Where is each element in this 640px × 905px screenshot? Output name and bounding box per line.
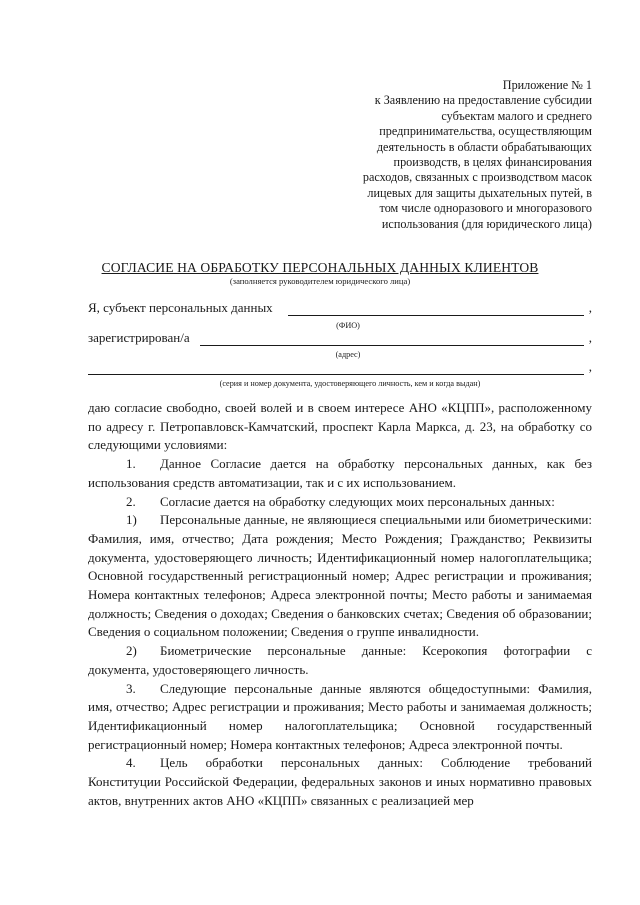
appendix-line: производств, в целях финансирования — [393, 155, 592, 170]
appendix-line: деятельность в области обрабатывающих — [376, 139, 592, 154]
intro-paragraph: даю согласие свободно, своей волей и в своем интересе АНО «КЦПП», расположенному по адресу г. Петропавловск-Камчатский, проспект Карла Маркса, д. 23, на обработку со следующими условиями: — [88, 400, 592, 453]
clause-number: 1) — [126, 512, 137, 528]
clause-number: 1. — [126, 456, 136, 472]
appendix-line: к Заявлению на предоставление субсидии — [374, 93, 592, 108]
clause-text: Биометрические персональные данные: Ксерокопия фотографии с документа, удостоверяющего личность. — [88, 643, 592, 677]
clause-text: Персональные данные, не являющиеся специальными или биометрическими: Фамилия, имя, отчество; Дата рождения; Место Рождения; Гражданство; Реквизиты документа, удостоверяющего личность; Идентификационный номер налогоплательщика; Основной государственный регистрационный номер; Адрес регистрации и проживания; Номера контактных телефонов; Адреса электронной почты; Место работы и занимаемая должность; Сведения о доходах; Сведения о банковских счетах; Сведения об образовании; Сведения о социальном положении; Сведения о группе инвалидности. — [88, 512, 592, 640]
appendix-line: субъектам малого и среднего — [441, 108, 592, 123]
subject-label: Я, субъект персональных данных — [88, 300, 273, 315]
subclause-1 — [88, 511, 592, 642]
consent-body — [88, 399, 592, 810]
clause-number: 2) — [126, 643, 137, 659]
clause-number: 3. — [126, 680, 136, 696]
comma: , — [588, 300, 592, 315]
appendix-header — [322, 78, 592, 232]
clause-text: Данное Согласие дается на обработку персональных данных, как без использования средств автоматизации, так и с их использованием. — [88, 456, 592, 490]
subject-name-field[interactable] — [288, 315, 584, 316]
clause-4 — [88, 754, 592, 810]
appendix-line: лицевых для защиты дыхательных путей, в — [367, 185, 592, 200]
clause-3 — [88, 680, 592, 755]
appendix-line: предпринимательства, осуществляющим — [379, 124, 592, 139]
registration-row — [88, 330, 592, 348]
comma: , — [588, 330, 592, 345]
clause-text: Цель обработки персональных данных: Соблюдение требований Конституции Российской Федерации, федеральных законов и иных нормативно правовых актов, внутренних актов АНО «КЦПП» связанных с реализацией мер — [88, 755, 592, 808]
clause-number: 4. — [126, 755, 136, 771]
clause-2 — [88, 493, 592, 512]
identity-document-field[interactable] — [88, 374, 584, 375]
comma: , — [588, 359, 592, 374]
clause-number: 2. — [126, 493, 136, 509]
registration-address-field[interactable] — [200, 345, 584, 346]
appendix-line: том числе одноразового и многоразового — [379, 201, 592, 216]
registered-label: зарегистрирован/а — [88, 330, 190, 345]
document-row — [88, 359, 592, 377]
document-hint: (серия и номер документа, удостоверяющего личность, кем и когда выдан) — [219, 379, 481, 388]
clause-1 — [88, 455, 592, 492]
clause-text: Следующие персональные данные являются общедоступными: Фамилия, имя, отчество; Адрес регистрации и проживания; Место работы и занимаемая должность; Идентификационный номер налогоплательщика; Основной государственный регистрационный номер; Номера контактных телефонов; Адреса электронной почты. — [88, 680, 592, 752]
subject-name-row — [88, 300, 592, 318]
subclause-2 — [88, 642, 592, 679]
document-subtitle: (заполняется руководителем юридического лица) — [229, 276, 411, 286]
appendix-line: расходов, связанных с производством масок — [362, 170, 592, 185]
address-hint: (адрес) — [335, 350, 361, 359]
appendix-line: Приложение № 1 — [502, 78, 592, 92]
appendix-line: использования (для юридического лица) — [381, 216, 592, 231]
document-title: СОГЛАСИЕ НА ОБРАБОТКУ ПЕРСОНАЛЬНЫХ ДАННЫХ КЛИЕНТОВ — [101, 260, 539, 275]
fio-hint: (ФИО) — [336, 321, 360, 330]
clause-text: Согласие дается на обработку следующих моих персональных данных: — [160, 493, 555, 509]
